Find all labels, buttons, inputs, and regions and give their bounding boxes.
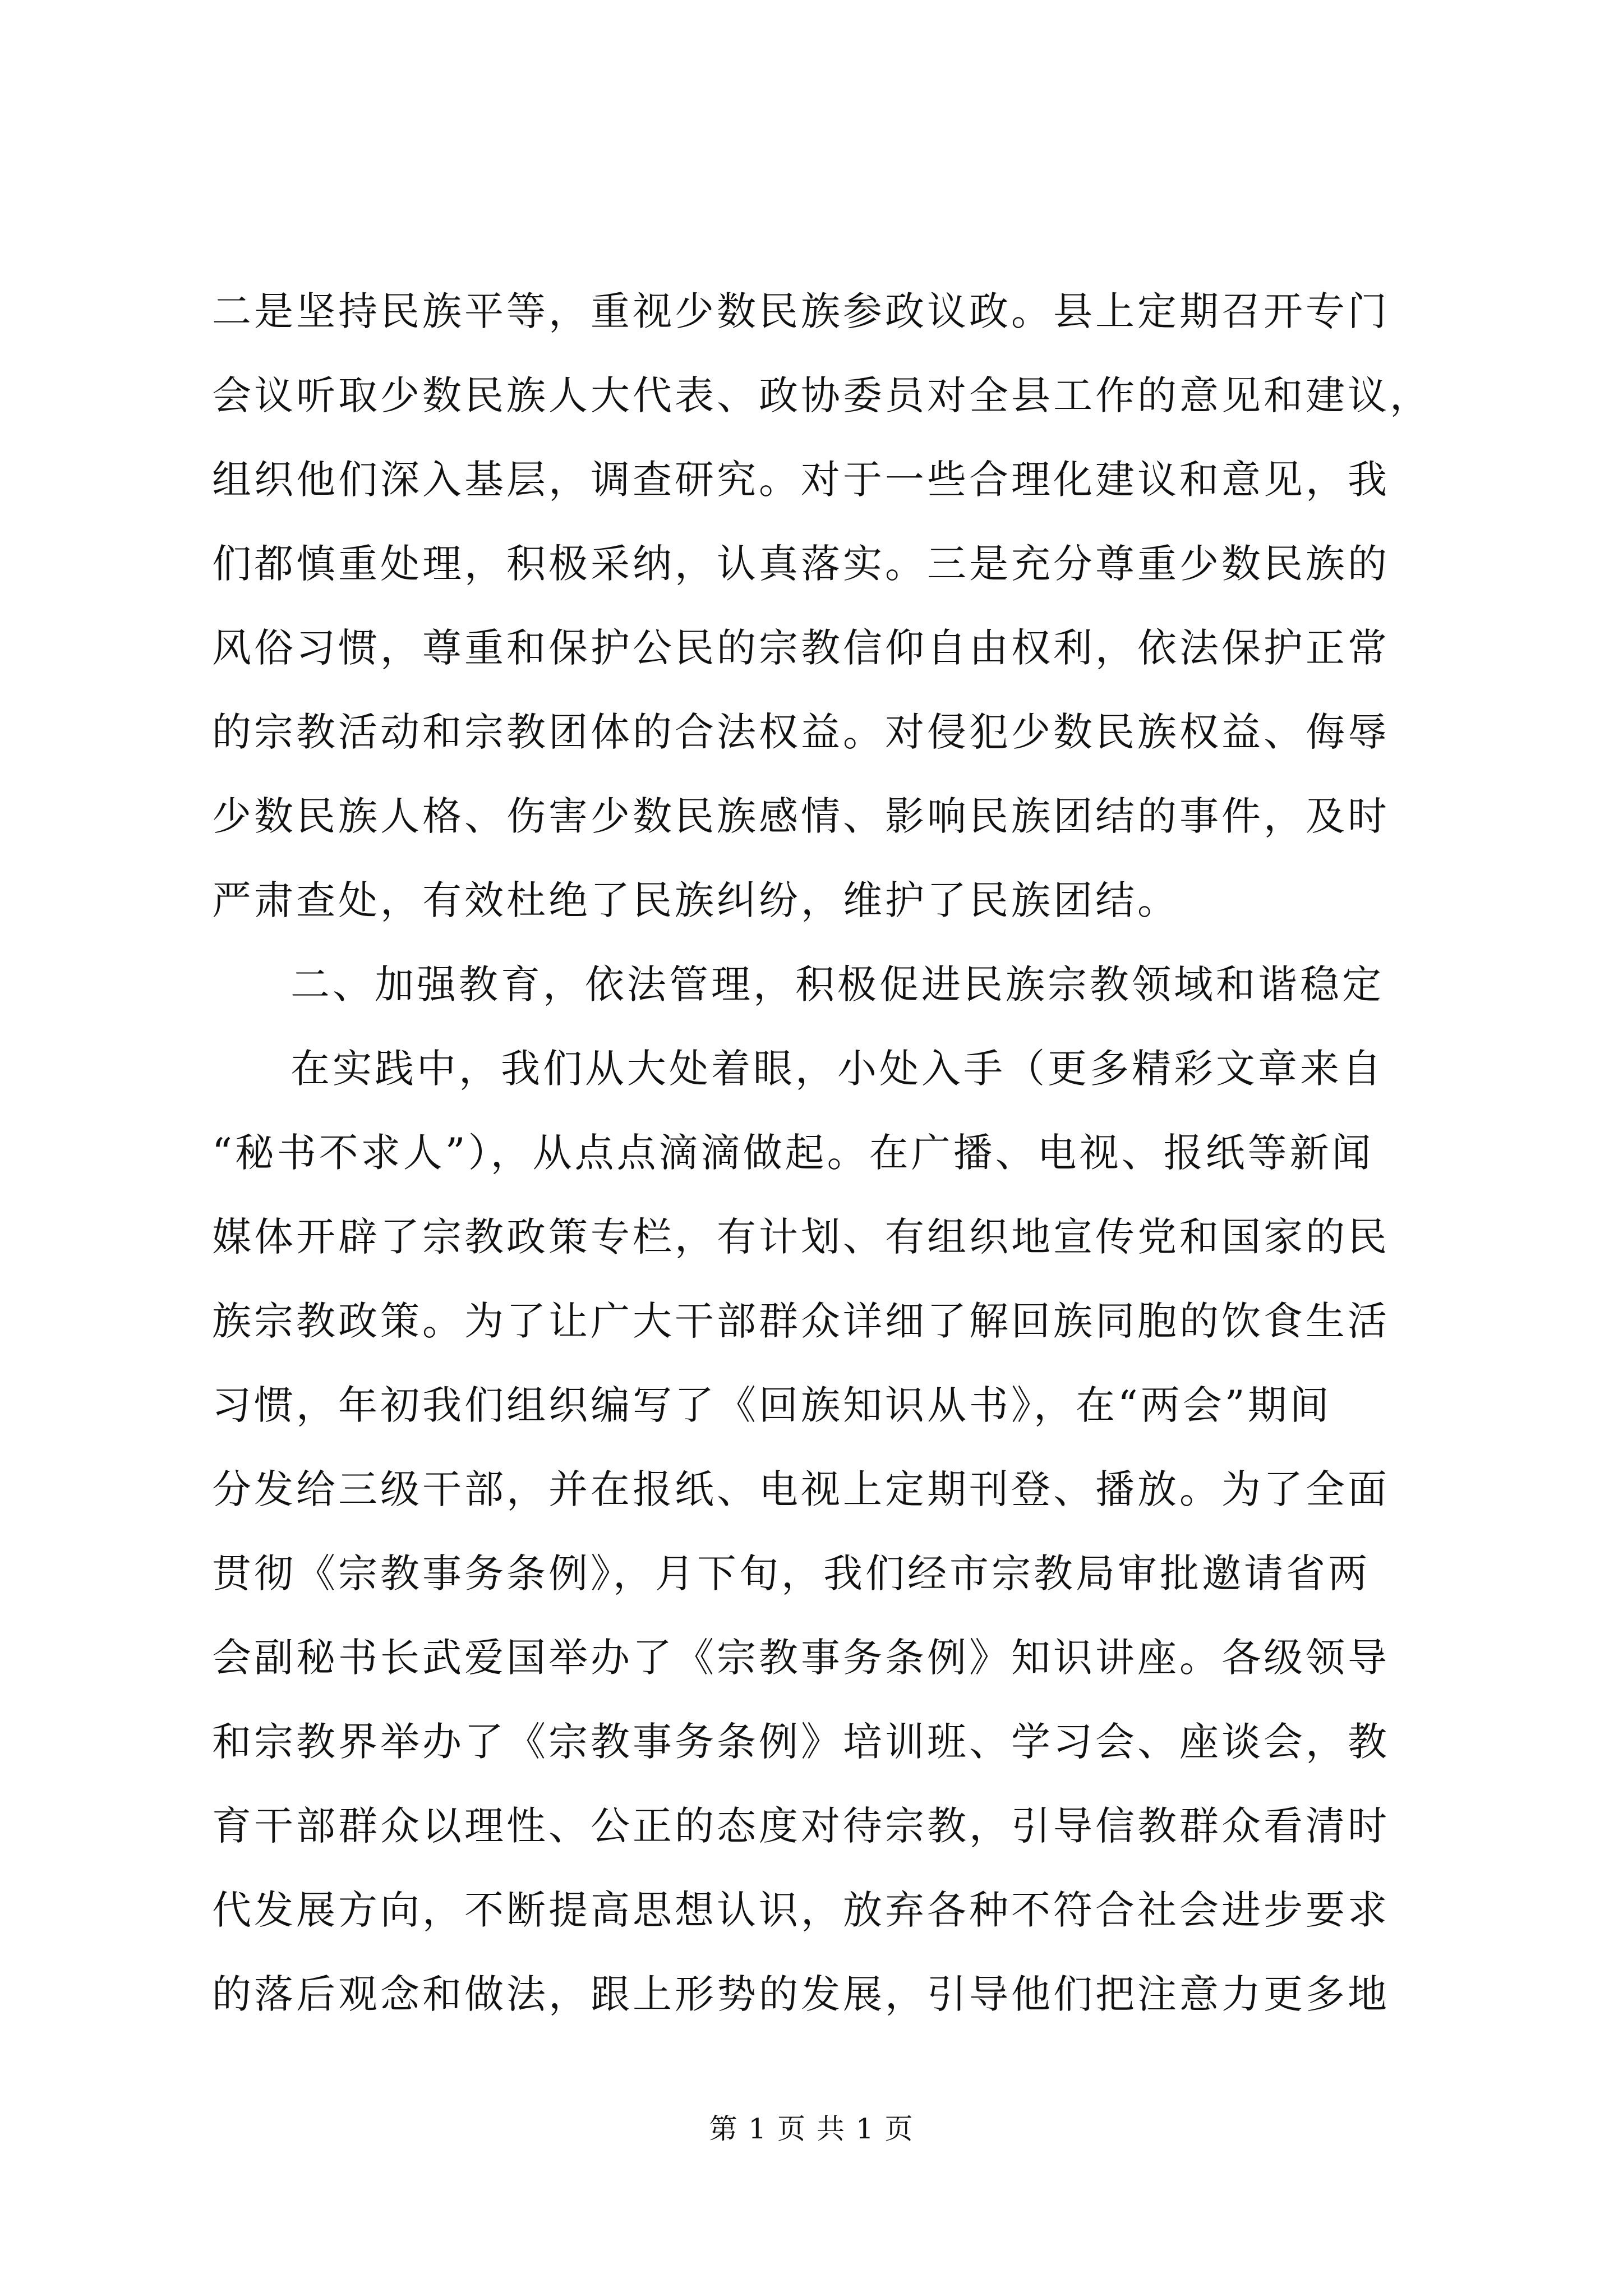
text-line: 风俗习惯，尊重和保护公民的宗教信仰自由权利，依法保护正常 (212, 625, 1390, 671)
text-line: 组织他们深入基层，调查研究。对于一些合理化建议和意见，我 (212, 457, 1390, 503)
text-line: 的落后观念和做法，跟上形势的发展，引导他们把注意力更多地 (212, 1971, 1390, 2017)
section-heading: 二、加强教育，依法管理，积极促进民族宗教领域和谐稳定 (291, 961, 1384, 1007)
page-footer (0, 2106, 1623, 2147)
text-line: 们都慎重处理，积极采纳，认真落实。三是充分尊重少数民族的 (212, 541, 1390, 587)
text-line: 贯彻《宗教事务条例》，月下旬，我们经市宗教局审批邀请省两 (212, 1550, 1370, 1596)
text-line: 会议听取少数民族人大代表、政协委员对全县工作的意见和建议， (212, 372, 1432, 418)
text-line: 分发给三级干部，并在报纸、电视上定期刊登、播放。为了全面 (212, 1466, 1390, 1512)
text-line: 少数民族人格、伤害少数民族感情、影响民族团结的事件，及时 (212, 793, 1390, 839)
text-line: 严肃查处，有效杜绝了民族纠纷，维护了民族团结。 (212, 877, 1179, 923)
text-line: 媒体开辟了宗教政策专栏，有计划、有组织地宣传党和国家的民 (212, 1214, 1390, 1260)
page-number-label: 第 1 页 共 1 页 (709, 2113, 914, 2145)
text-line: 和宗教界举办了《宗教事务条例》培训班、学习会、座谈会，教 (212, 1719, 1390, 1765)
text-line: 习惯，年初我们组织编写了《回族知识从书》，在“两会”期间 (212, 1382, 1332, 1428)
text-line: 代发展方向，不断提高思想认识，放弃各种不符合社会进步要求 (212, 1887, 1390, 1933)
text-line: “秘书不求人”），从点点滴滴做起。在广播、电视、报纸等新闻 (212, 1130, 1374, 1176)
text-line: 会副秘书长武爱国举办了《宗教事务条例》知识讲座。各级领导 (212, 1635, 1390, 1681)
text-line: 的宗教活动和宗教团体的合法权益。对侵犯少数民族权益、侮辱 (212, 709, 1390, 755)
document-body (212, 269, 1479, 2036)
text-line: 二是坚持民族平等，重视少数民族参政议政。县上定期召开专门 (212, 288, 1390, 334)
text-line: 族宗教政策。为了让广大干部群众详细了解回族同胞的饮食生活 (212, 1298, 1390, 1344)
text-line: 育干部群众以理性、公正的态度对待宗教，引导信教群众看清时 (212, 1803, 1390, 1849)
text-line: 在实践中，我们从大处着眼，小处入手（更多精彩文章来自 (291, 1046, 1384, 1092)
